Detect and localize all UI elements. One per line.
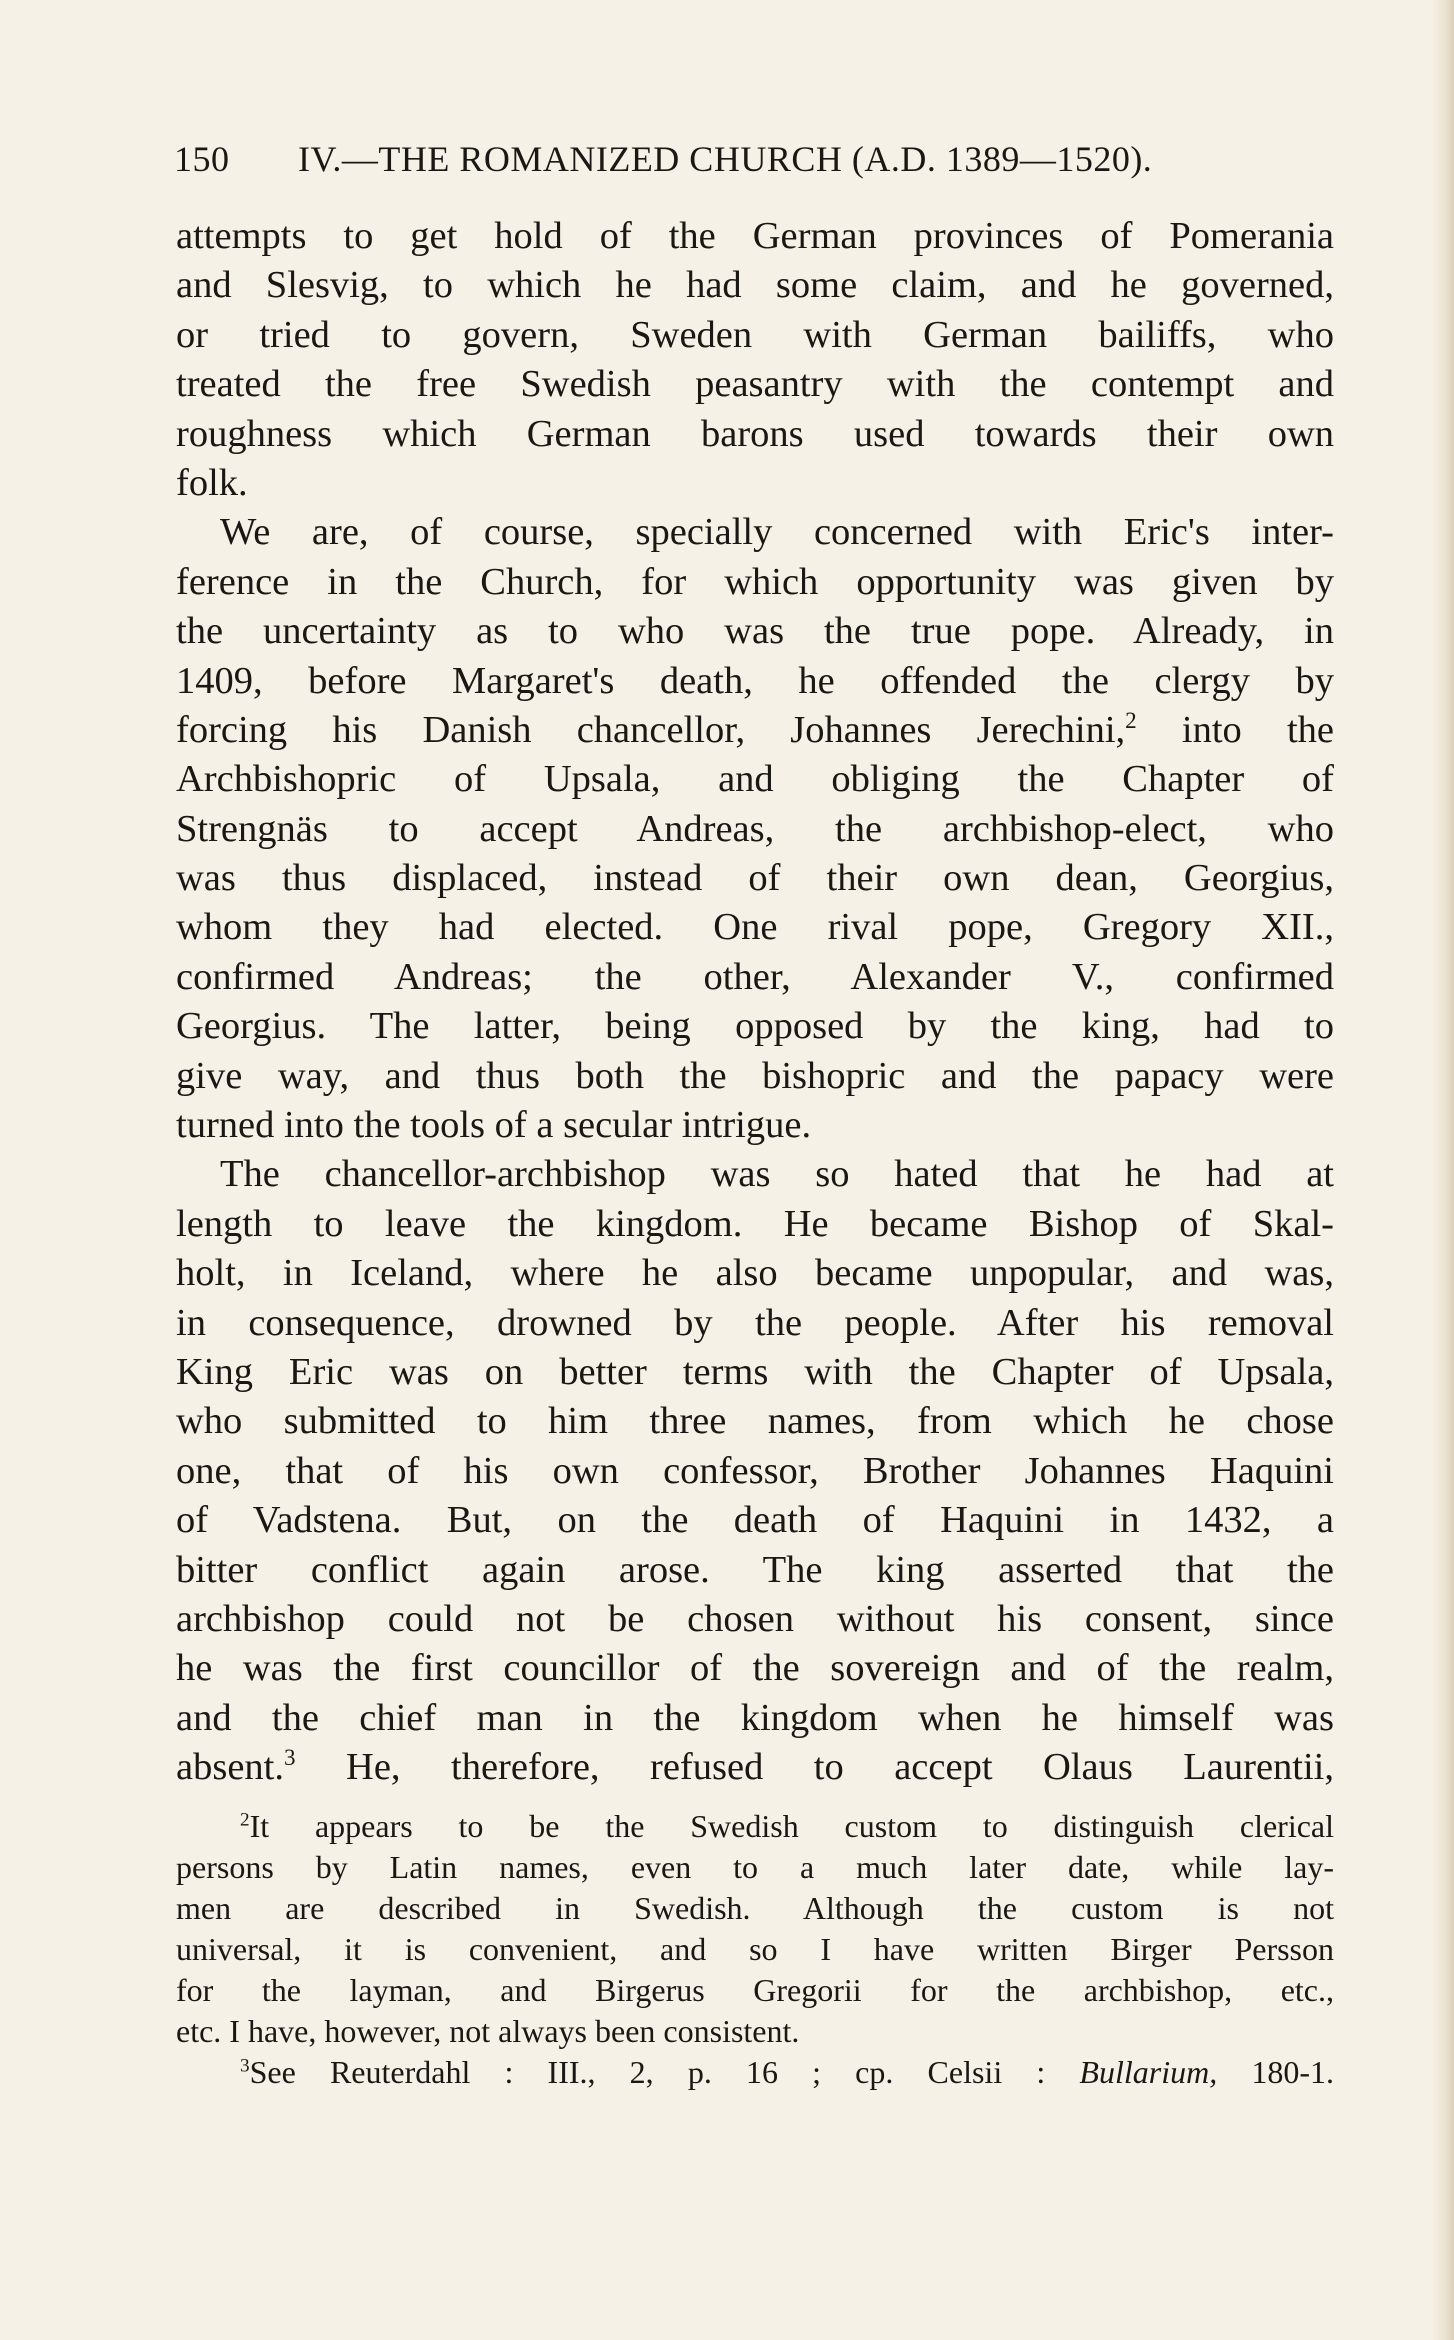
text-line: and the chief man in the kingdom when he himself was xyxy=(176,1696,1334,1739)
body-text xyxy=(176,212,1334,1793)
footnote-2-line xyxy=(176,1806,1334,1847)
text-line: was thus displaced, instead of their own dean, Georgius, xyxy=(176,857,1334,900)
text-line: The chancellor-archbishop was so hated that he had at xyxy=(220,1153,1334,1196)
text-line: treated the free Swedish peasantry with the contempt and xyxy=(176,363,1334,406)
text-line: We are, of course, specially concerned with Eric's inter- xyxy=(220,511,1334,554)
footnote-2-line: men are described in Swedish. Although the custom is not xyxy=(176,1890,1334,1926)
footnote-ref-2[interactable]: 2 xyxy=(1125,707,1137,734)
text-line: Archbishopric of Upsala, and obliging the Chapter of xyxy=(176,758,1334,801)
footnote-2-line: etc. I have, however, not always been consistent. xyxy=(176,2013,800,2049)
text-line: roughness which German barons used towards their own xyxy=(176,412,1334,455)
text-segment: 180-1. xyxy=(1251,2054,1335,2090)
text-segment: forcing his Danish chancellor, Johannes Jerechini, xyxy=(176,708,1126,751)
text-segment: He, therefore, refused to accept Olaus Laurentii, xyxy=(346,1746,1335,1789)
text-line: he was the first councillor of the sovereign and of the realm, xyxy=(176,1647,1334,1690)
text-line: holt, in Iceland, where he also became unpopular, and was, xyxy=(176,1252,1334,1295)
text-line: length to leave the kingdom. He became Bishop of Skal- xyxy=(176,1202,1334,1245)
footnote-ref-3[interactable]: 3 xyxy=(283,1744,296,1771)
text-line: or tried to govern, Sweden with German bailiffs, who xyxy=(176,313,1334,356)
text-line xyxy=(176,706,1334,755)
footnote-marker-3: 3 xyxy=(240,2055,250,2077)
text-segment: absent. xyxy=(176,1746,284,1789)
text-line: archbishop could not be chosen without his consent, since xyxy=(176,1597,1334,1640)
footnote-marker-2: 2 xyxy=(240,1809,250,1831)
footnote-3-line xyxy=(176,2052,1334,2093)
footnote-2-line: universal, it is convenient, and so I have written Birger Persson xyxy=(176,1931,1334,1967)
text-line: bitter conflict again arose. The king asserted that the xyxy=(176,1548,1334,1591)
text-segment: See Reuterdahl : III., 2, p. 16 ; cp. Celsii : xyxy=(249,2054,1046,2090)
text-line: Georgius. The latter, being opposed by the king, had to xyxy=(176,1005,1334,1048)
text-line: Strengnäs to accept Andreas, the archbishop-elect, who xyxy=(176,807,1334,850)
text-line: folk. xyxy=(176,461,248,504)
text-line: 1409, before Margaret's death, he offended the clergy by xyxy=(176,659,1334,702)
text-line: the uncertainty as to who was the true pope. Already, in xyxy=(176,610,1334,653)
text-segment-italic: Bullarium, xyxy=(1079,2054,1218,2090)
text-line: give way, and thus both the bishopric and the papacy were xyxy=(176,1054,1334,1097)
text-line: turned into the tools of a secular intrigue. xyxy=(176,1104,812,1147)
text-line: whom they had elected. One rival pope, Gregory XII., xyxy=(176,906,1334,949)
footnote-2-line: for the layman, and Birgerus Gregorii for the archbishop, etc., xyxy=(176,1972,1334,2008)
page-number: 150 xyxy=(174,139,230,179)
running-head-title: IV.—THE ROMANIZED CHURCH (A.D. 1389—1520). xyxy=(298,139,1153,179)
text-line xyxy=(176,1743,1334,1792)
text-segment: into the xyxy=(1181,708,1334,751)
footnotes xyxy=(176,1806,1334,2093)
text-line: attempts to get hold of the German provinces of Pomerania xyxy=(176,215,1334,257)
text-line: and Slesvig, to which he had some claim, and he governed, xyxy=(176,264,1334,307)
text-line: ference in the Church, for which opportunity was given by xyxy=(176,560,1334,603)
text-line: King Eric was on better terms with the Chapter of Upsala, xyxy=(176,1350,1334,1393)
text-line: one, that of his own confessor, Brother Johannes Haquini xyxy=(176,1449,1334,1492)
text-line: confirmed Andreas; the other, Alexander V., confirmed xyxy=(176,955,1334,998)
page-edge-shadow xyxy=(1432,0,1454,2340)
text-segment: It appears to be the Swedish custom to distinguish clerical xyxy=(249,1808,1334,1844)
text-line: in consequence, drowned by the people. After his removal xyxy=(176,1301,1334,1344)
running-head xyxy=(174,138,1334,180)
text-line: of Vadstena. But, on the death of Haquini in 1432, a xyxy=(176,1499,1334,1542)
footnote-2-line: persons by Latin names, even to a much later date, while lay- xyxy=(176,1849,1334,1885)
text-line: who submitted to him three names, from which he chose xyxy=(176,1400,1334,1443)
